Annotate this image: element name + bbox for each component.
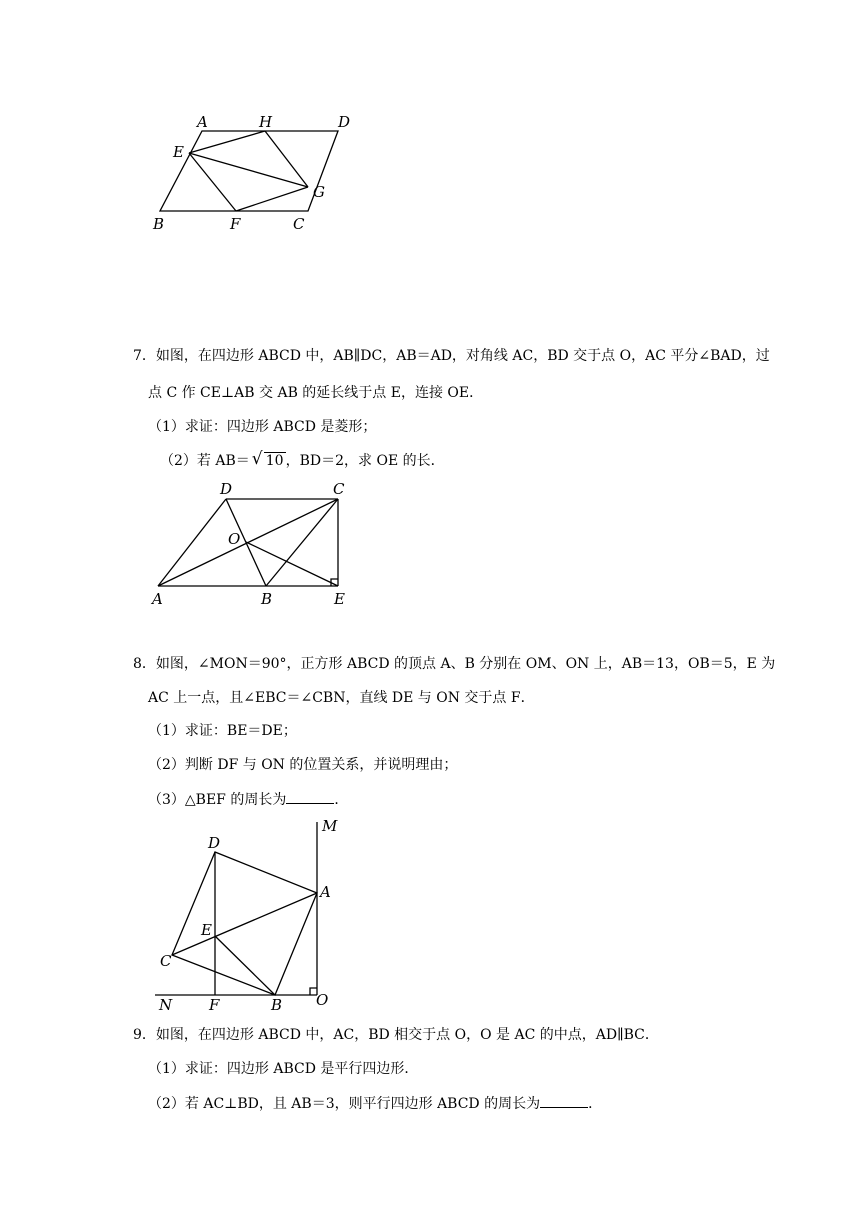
label-D: D: [208, 834, 221, 852]
segment-hg: [265, 131, 308, 187]
label-G: G: [313, 183, 325, 201]
parallelogram-efgh-figure: [0, 0, 860, 260]
segment-fe: [189, 153, 236, 211]
label-A: A: [152, 590, 163, 608]
segment-gf: [236, 187, 308, 211]
label-B: B: [153, 215, 165, 233]
problem8-line1: 8．如图，∠MON＝90°，正方形 ABCD 的顶点 A、B 分别在 OM、ON 上，AB＝13，OB＝5，E 为: [133, 656, 776, 672]
label-F: F: [230, 215, 241, 233]
problem8-part3-prefix: （3）△BEF 的周长为: [148, 792, 287, 808]
label-B: B: [271, 996, 283, 1014]
label-M: M: [322, 817, 338, 835]
segment-oe: [246, 542, 338, 586]
problem9-line1: 9．如图，在四边形 ABCD 中，AC，BD 相交于点 O，O 是 AC 的中点，AD∥BC．: [133, 1027, 659, 1043]
square-abcd-figure: [0, 815, 860, 1015]
segment-eg: [189, 153, 308, 187]
label-D: D: [338, 113, 351, 131]
segment-eb: [215, 936, 275, 995]
label-E: E: [201, 921, 212, 939]
label-O: O: [316, 991, 329, 1009]
label-F: F: [209, 996, 220, 1014]
problem7-part2-suffix: ，BD＝2，求 OE 的长．: [285, 453, 445, 469]
problem8-line2: AC 上一点，且∠EBC＝∠CBN，直线 DE 与 ON 交于点 F．: [148, 690, 535, 706]
problem7-part2-prefix: （2）若 AB＝: [160, 453, 250, 469]
label-B: B: [261, 590, 273, 608]
problem7-part1: （1）求证：四边形 ABCD 是菱形；: [148, 419, 377, 435]
label-C: C: [293, 215, 305, 233]
problem7-part2: [160, 451, 445, 471]
answer-blank: [286, 789, 334, 804]
label-N: N: [159, 996, 173, 1014]
label-H: H: [259, 113, 273, 131]
problem8-part3: [148, 789, 348, 810]
label-O: O: [228, 530, 241, 548]
segment-ad: [158, 499, 226, 586]
problem9-part2: [148, 1093, 602, 1114]
problem9-part1: （1）求证：四边形 ABCD 是平行四边形．: [148, 1061, 419, 1077]
label-D: D: [220, 480, 233, 498]
label-C: C: [333, 480, 345, 498]
label-A: A: [320, 883, 331, 901]
sqrt-radicand: 10: [265, 453, 284, 469]
answer-blank: [540, 1093, 588, 1108]
problem7-line2: 点 C 作 CE⊥AB 交 AB 的延长线于点 E，连接 OE．: [148, 385, 484, 401]
rhombus-abcd-figure: [0, 470, 860, 620]
problem8-part3-suffix: ．: [334, 792, 349, 808]
problem8-part1: （1）求证：BE＝DE；: [148, 723, 297, 739]
segment-bc: [266, 499, 338, 586]
problem9-part2-prefix: （2）若 AC⊥BD，且 AB＝3，则平行四边形 ABCD 的周长为: [148, 1096, 541, 1112]
problem8-part2: （2）判断 DF 与 ON 的位置关系，并说明理由；: [148, 757, 458, 773]
problem9-part2-suffix: ．: [588, 1096, 603, 1112]
label-A: A: [197, 113, 208, 131]
sqrt-expression: √ 10: [251, 449, 284, 469]
problem7-line1: 7．如图，在四边形 ABCD 中，AB∥DC，AB＝AD，对角线 AC，BD 交于点 O，AC 平分∠BAD，过: [133, 348, 770, 364]
parallelogram-abcd-outline: [160, 131, 338, 211]
label-E: E: [173, 143, 184, 161]
label-C: C: [160, 952, 172, 970]
label-E: E: [334, 590, 345, 608]
